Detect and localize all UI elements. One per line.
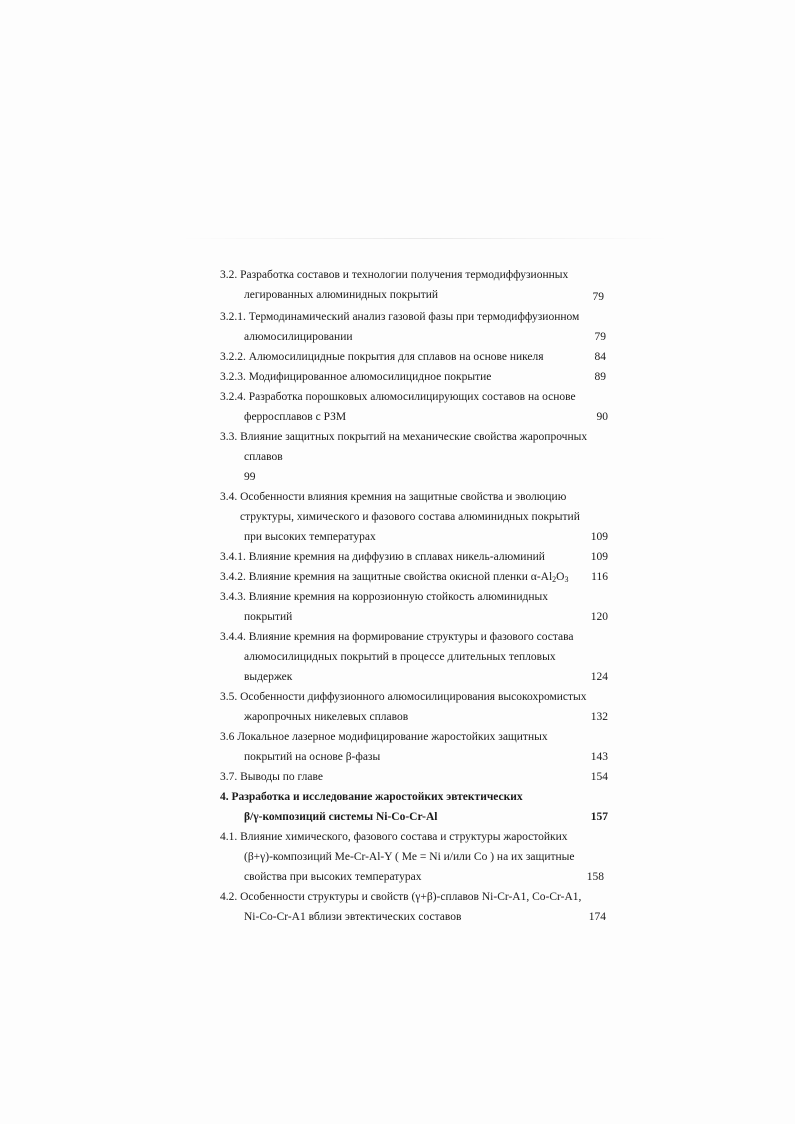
toc-entry-4-2-page: 174 [588,911,606,923]
toc-entry-4-1-line3: свойства при высоких температурах [244,871,422,883]
toc-entry-3-6-page: 143 [590,751,608,763]
toc-entry-3-4-1-page: 109 [590,551,608,563]
toc-entry-3-5-line2: жаропрочных никелевых сплавов [244,711,409,723]
toc-entry-3-2-2-line1: 3.2.2. Алюмосилицидные покрытия для сплавов на основе никеля [220,351,544,363]
toc-entry-3-3-line1: 3.3. Влияние защитных покрытий на механические свойства жаропрочных [220,431,588,443]
toc-entry-3-2-1-line1: 3.2.1. Термодинамический анализ газовой фазы при термодиффузионном [220,311,580,323]
toc-entry-4-1-line1: 4.1. Влияние химического, фазового состава и структуры жаростойких [220,831,568,843]
toc-entry-3-4-2-sub2: 3 [564,575,569,584]
toc-entry-3-2-line2: легированных алюминидных покрытий [244,289,439,301]
toc-entry-3-4-3-line1: 3.4.3. Влияние кремния на коррозионную стойкость алюминидных [220,591,548,603]
toc-entry-3-4-line2: структуры, химического и фазового состава алюминидных покрытий [240,511,580,523]
toc-entry-3-4-2-text-b: O [556,571,565,583]
toc-entry-3-4-4-line2: алюмосилицидных покрытий в процессе длительных тепловых [244,651,556,663]
toc-entry-3-4-4-line3: выдержек [244,671,293,683]
toc-entry-3-4-1-line1: 3.4.1. Влияние кремния на диффузию в сплавах никель-алюминий [220,551,545,563]
toc-entry-3-4-3-line2: покрытий [244,611,293,623]
toc-entry-3-2-4-line1: 3.2.4. Разработка порошковых алюмосилицирующих составов на основе [220,391,576,403]
toc-entry-3-4-line1: 3.4. Особенности влияния кремния на защитные свойства и эволюцию [220,491,567,503]
toc-entry-3-4-2-page: 116 [591,571,608,583]
toc-entry-3-5-line1: 3.5. Особенности диффузионного алюмосилицирования высокохромистых [220,691,587,703]
toc-entry-3-6-line2: покрытий на основе β-фазы [244,751,381,763]
toc-entry-3-7-page: 154 [590,771,608,783]
toc-entry-3-4-2-line1 [220,570,568,584]
toc-entry-3-2-1-page: 79 [594,331,606,343]
toc-entry-3-7-line1: 3.7. Выводы по главе [220,771,323,783]
toc-entry-4-1-page: 158 [586,871,604,883]
toc-entry-3-2-3-page: 89 [594,371,606,383]
toc-entry-3-3-line2: сплавов [244,451,283,463]
toc-entry-4-2-line2: Ni-Co-Cr-A1 вблизи эвтектических составов [244,911,462,923]
toc-entry-3-4-2-text-a: 3.4.2. Влияние кремния на защитные свойства окисной пленки α-Al [220,571,553,583]
toc-entry-3-5-page: 132 [590,711,608,723]
toc-entry-3-2-line1: 3.2. Разработка составов и технологии получения термодиффузионных [220,269,569,281]
toc-entry-3-2-page: 79 [592,291,604,303]
toc-entry-3-2-3-line1: 3.2.3. Модифицированное алюмосилицидное покрытие [220,371,492,383]
toc-entry-3-2-1-line2: алюмосилицировании [244,331,353,343]
toc-entry-3-6-line1: 3.6 Локальное лазерное модифицирование жаростойких защитных [220,731,548,743]
toc-entry-4-line2: β/γ-композиций системы Ni-Co-Cr-Al [244,811,438,823]
toc-entry-3-4-2-sub1: 2 [552,575,557,584]
toc-entry-3-4-4-page: 124 [590,671,608,683]
toc-entry-3-4-page: 109 [590,531,608,543]
toc-entry-3-4-3-page: 120 [590,611,608,623]
toc-entry-4-page: 157 [590,811,608,823]
toc-entry-4-line1: 4. Разработка и исследование жаростойких эвтектических [220,791,523,803]
toc-entry-4-2-line1: 4.2. Особенности структуры и свойств (γ+β)-сплавов Ni-Cr-A1, Co-Cr-A1, [220,891,582,903]
toc-entry-3-4-4-line1: 3.4.4. Влияние кремния на формирование структуры и фазового состава [220,631,574,643]
toc-entry-3-3-page: 99 [244,471,256,483]
toc-entry-3-2-2-page: 84 [594,351,606,363]
toc-entry-3-2-4-page: 90 [596,411,608,423]
toc-entry-4-1-line2: (β+γ)-композиций Me-Cr-Al-Y ( Me = Ni и/или Co ) на их защитные [244,851,575,863]
toc-entry-3-2-4-line2: ферросплавов с РЗМ [244,411,347,423]
toc-entry-3-4-line3: при высоких температурах [244,531,376,543]
